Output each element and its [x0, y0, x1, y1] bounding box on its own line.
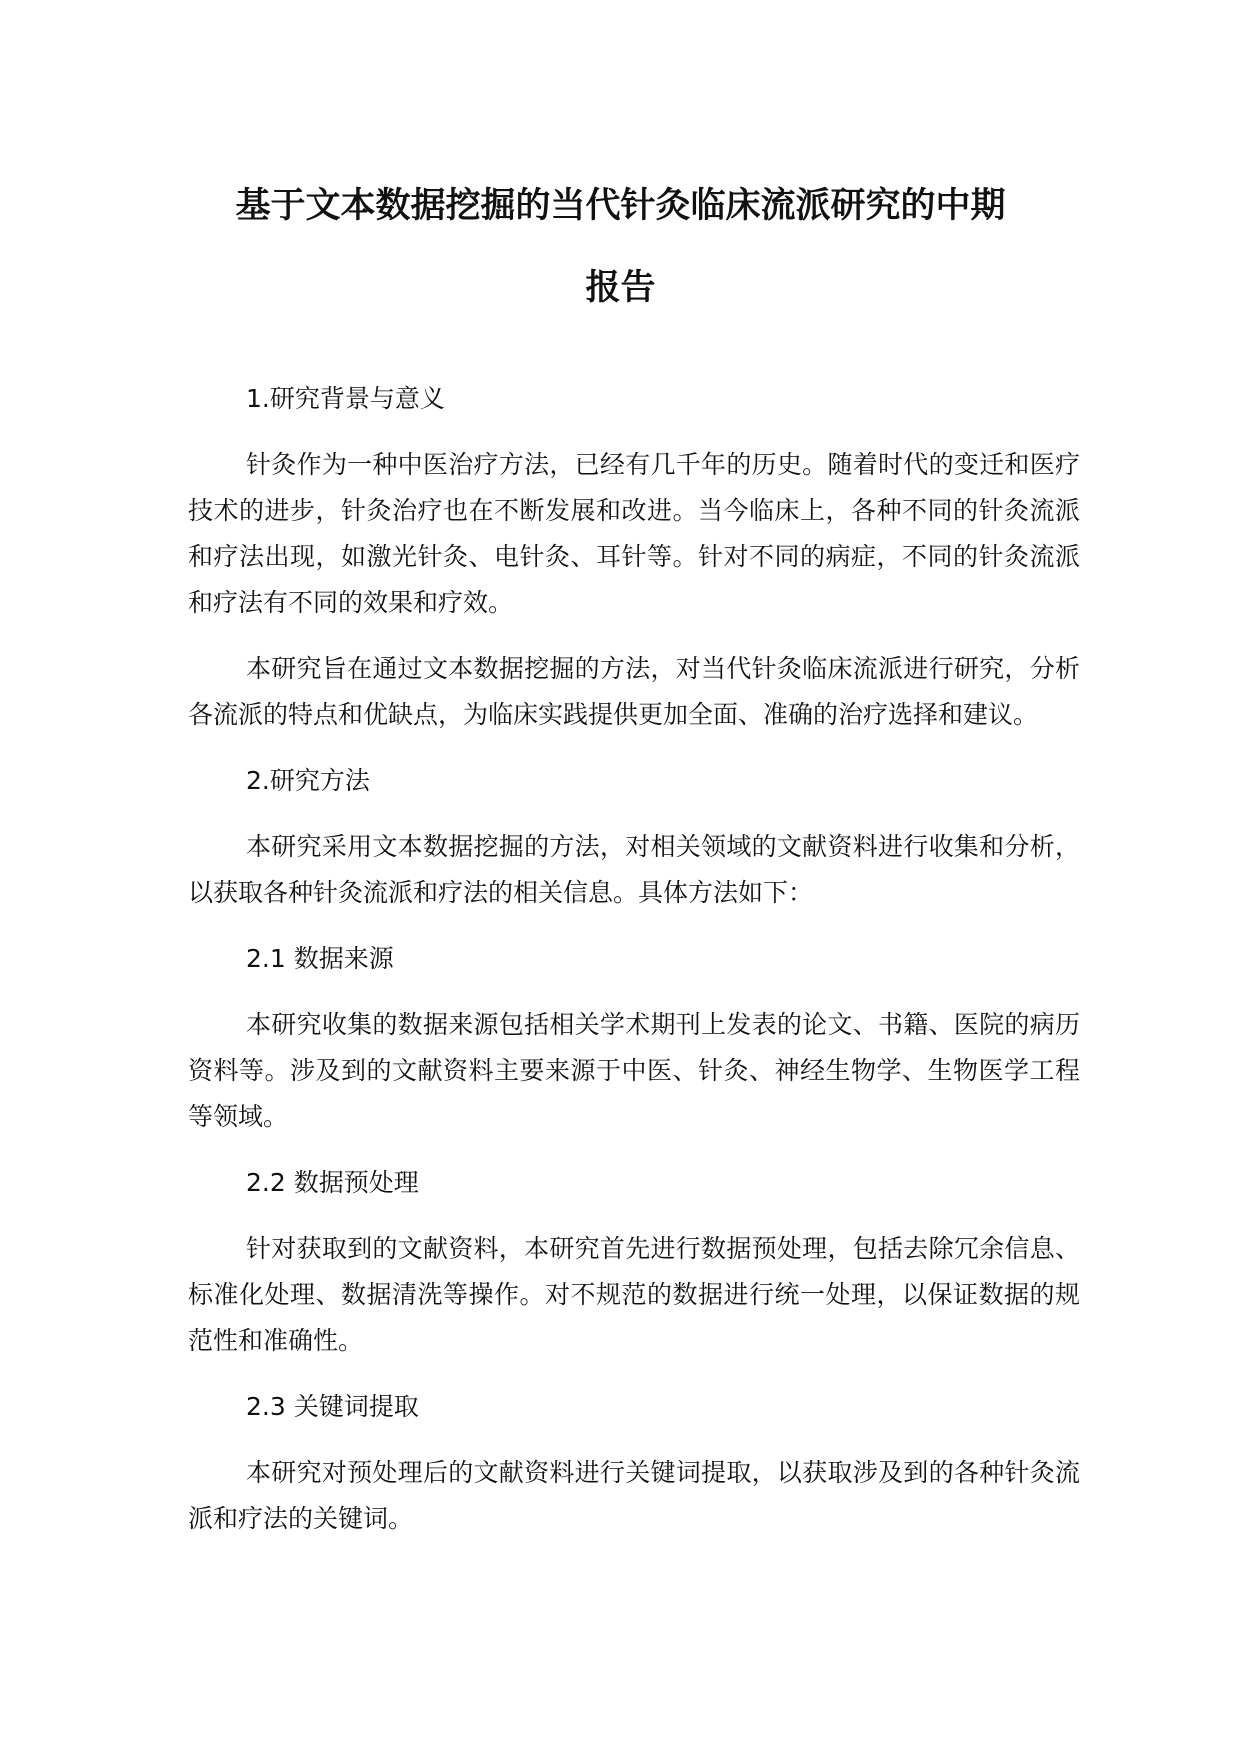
paragraph-data-source: 本研究收集的数据来源包括相关学术期刊上发表的论文、书籍、医院的病历资料等。涉及到的文献资料主要来源于中医、针灸、神经生物学、生物医学工程等领域。: [188, 1010, 1080, 1131]
paragraph-background: 针灸作为一种中医治疗方法，已经有几千年的历史。随着时代的变迁和医疗技术的进步，针灸治疗也在不断发展和改进。当今临床上，各种不同的针灸流派和疗法出现，如激光针灸、电针灸、耳针等。针对不同的病症，不同的针灸流派和疗法有不同的效果和疗效。: [188, 450, 1080, 617]
paragraph-preprocessing: 针对获取到的文献资料，本研究首先进行数据预处理，包括去除冗余信息、标准化处理、数据清洗等操作。对不规范的数据进行统一处理，以保证数据的规范性和准确性。: [188, 1234, 1080, 1355]
subsection-heading-keyword-extraction: 2.3 关键词提取: [246, 1392, 419, 1421]
subsection-heading-data-source: 2.1 数据来源: [246, 944, 394, 973]
paragraph-keyword-extraction: 本研究对预处理后的文献资料进行关键词提取，以获取涉及到的各种针灸流派和疗法的关键词。: [188, 1458, 1080, 1533]
document-body: [188, 376, 1080, 1562]
section-heading-background: 1.研究背景与意义: [246, 384, 445, 413]
paragraph-methods: 本研究采用文本数据挖掘的方法，对相关领域的文献资料进行收集和分析，以获取各种针灸流派和疗法的相关信息。具体方法如下：: [188, 832, 1080, 907]
document-title-line-1: 基于文本数据挖掘的当代针灸临床流派研究的中期: [235, 186, 1006, 226]
section-heading-methods: 2.研究方法: [246, 766, 370, 795]
subsection-heading-preprocessing: 2.2 数据预处理: [246, 1168, 419, 1197]
document-title-line-2: 报告: [585, 268, 656, 308]
paragraph-purpose: 本研究旨在通过文本数据挖掘的方法，对当代针灸临床流派进行研究，分析各流派的特点和优缺点，为临床实践提供更加全面、准确的治疗选择和建议。: [188, 654, 1080, 729]
